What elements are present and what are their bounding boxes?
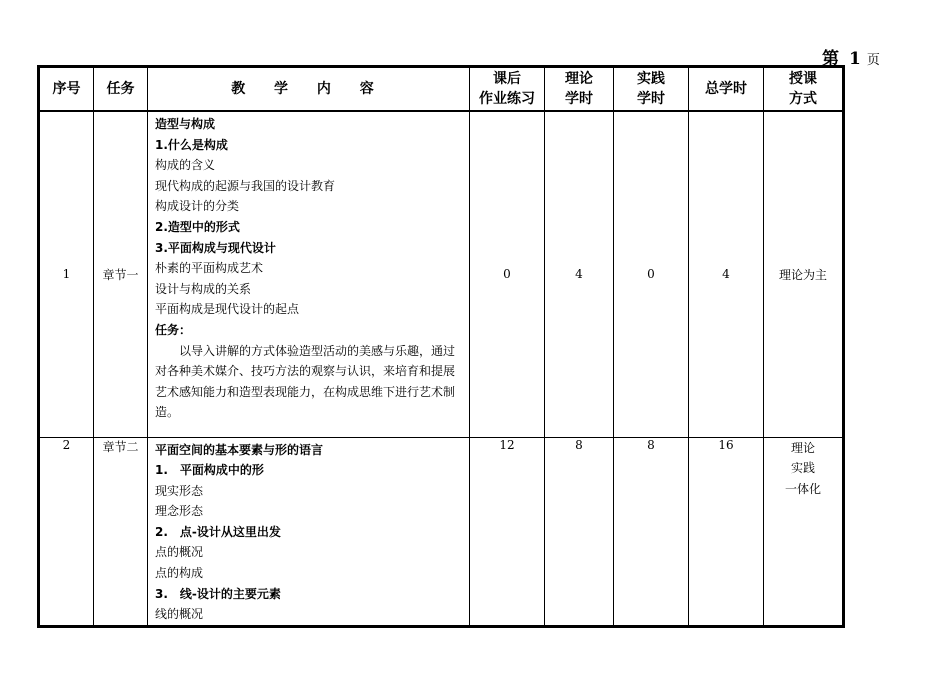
schedule-table	[37, 65, 845, 628]
table-row	[39, 111, 844, 437]
content-line: 2.造型中的形式	[155, 219, 240, 234]
content-line: 点的构成	[155, 566, 204, 581]
row-task: 章节二	[94, 437, 148, 626]
content-line: 3.平面构成与现代设计	[155, 240, 276, 255]
table-row	[39, 437, 844, 626]
page-number-suffix: 页	[866, 53, 880, 68]
header-method-line1: 授课	[789, 71, 817, 87]
content-line: 朴素的平面构成艺术	[155, 261, 264, 276]
row-theory: 4	[545, 111, 614, 437]
row-theory: 8	[545, 437, 614, 626]
content-line: 1.什么是构成	[155, 137, 228, 152]
row-practice: 0	[614, 111, 689, 437]
row-practice: 8	[614, 437, 689, 626]
header-homework	[470, 67, 545, 112]
content-line: 2. 点-设计从这里出发	[155, 524, 281, 539]
content-line: 构成设计的分类	[155, 199, 240, 214]
row-total: 4	[689, 111, 764, 437]
content-line: 点的概况	[155, 545, 204, 560]
content-line: 线的概况	[155, 607, 204, 622]
header-homework-line1: 课后	[493, 71, 521, 87]
row-homework: 0	[470, 111, 545, 437]
content-line: 构成的含义	[155, 158, 216, 173]
header-homework-line2: 作业练习	[479, 91, 535, 107]
header-content	[148, 67, 470, 112]
header-practice-line2: 学时	[637, 91, 665, 107]
method-line: 实践	[790, 461, 815, 476]
row-homework: 12	[470, 437, 545, 626]
content-line: 设计与构成的关系	[155, 281, 252, 296]
row-method	[764, 437, 844, 626]
content-line: 任务：	[155, 322, 192, 337]
content-line: 3. 线-设计的主要元素	[155, 586, 281, 601]
row-seq: 2	[39, 437, 94, 626]
header-theory-line2: 学时	[565, 91, 593, 107]
page-number-prefix: 第	[822, 49, 839, 69]
header-seq: 序号	[39, 67, 94, 112]
header-method-line2: 方式	[789, 91, 817, 107]
content-line: 现代构成的起源与我国的设计教育	[155, 178, 336, 193]
header-theory-line1: 理论	[565, 71, 593, 87]
header-method	[764, 67, 844, 112]
method-line: 一体化	[784, 481, 821, 496]
method-line: 理论	[790, 440, 815, 455]
header-practice	[614, 67, 689, 112]
header-content-label: 教 学 内 容	[231, 81, 386, 97]
header-theory	[545, 67, 614, 112]
row-total: 16	[689, 437, 764, 626]
row-seq: 1	[39, 111, 94, 437]
content-line: 造型与构成	[155, 117, 216, 131]
row-content	[148, 111, 470, 437]
content-line: 现实形态	[155, 483, 204, 498]
content-line: 平面空间的基本要素与形的语言	[155, 442, 324, 457]
content-line: 1. 平面构成中的形	[155, 463, 264, 478]
content-line: 理念形态	[155, 504, 204, 519]
row-content	[148, 437, 470, 626]
header-row	[39, 67, 844, 112]
content-line: 平面构成是现代设计的起点	[155, 302, 300, 317]
header-total: 总学时	[689, 67, 764, 112]
task-paragraph: 以导入讲解的方式体验造型活动的美感与乐趣，通过对各种美术媒介、技巧方法的观察与认识，来培育和提展艺术感知能力和造型表现能力，在构成思维下进行艺术制造。	[155, 343, 456, 420]
row-method	[764, 111, 844, 437]
method-line: 理论为主	[778, 267, 827, 282]
row-task: 章节一	[94, 111, 148, 437]
header-practice-line1: 实践	[637, 71, 665, 87]
header-task: 任务	[94, 67, 148, 112]
page-number-value: 1	[849, 49, 861, 69]
